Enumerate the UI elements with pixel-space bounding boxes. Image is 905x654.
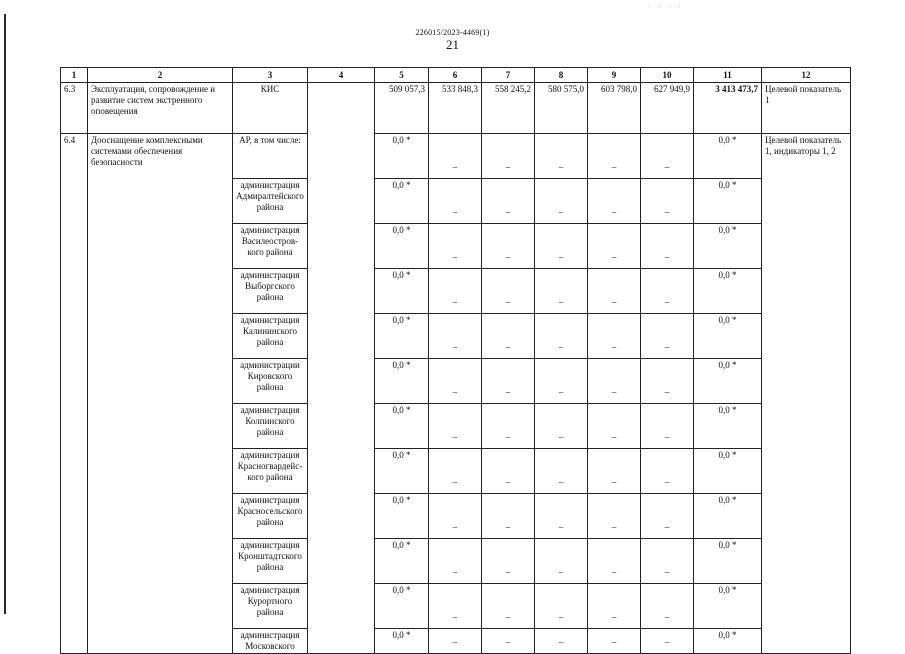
dash-value: – bbox=[482, 224, 535, 269]
budget-table bbox=[60, 67, 851, 654]
dash-value: – bbox=[641, 134, 694, 179]
dash-value: – bbox=[641, 449, 694, 494]
dash-value: – bbox=[535, 134, 588, 179]
executor: администрация Курортного района bbox=[233, 584, 308, 629]
dash-value: – bbox=[588, 584, 641, 629]
value-year-4: 580 575,0 bbox=[535, 83, 588, 134]
dash-value: – bbox=[482, 494, 535, 539]
column-number: 1 bbox=[61, 68, 88, 83]
column-number: 2 bbox=[88, 68, 233, 83]
column-number: 3 bbox=[233, 68, 308, 83]
dash-value: – bbox=[429, 539, 482, 584]
dash-value: – bbox=[588, 314, 641, 359]
dash-value: – bbox=[535, 269, 588, 314]
value-year-1: 0,0 * bbox=[375, 134, 429, 179]
dash-value: – bbox=[429, 494, 482, 539]
dash-value: – bbox=[588, 134, 641, 179]
dash-value: – bbox=[535, 449, 588, 494]
dash-value: – bbox=[535, 584, 588, 629]
value-total: 0,0 * bbox=[694, 359, 762, 404]
value-year-1: 0,0 * bbox=[375, 629, 429, 654]
dash-value: – bbox=[641, 404, 694, 449]
dash-value: – bbox=[482, 629, 535, 654]
dash-value: – bbox=[429, 359, 482, 404]
dash-value: – bbox=[482, 134, 535, 179]
executor: АР, в том числе: bbox=[233, 134, 308, 179]
dash-value: – bbox=[641, 494, 694, 539]
dash-value: – bbox=[429, 179, 482, 224]
dash-value: – bbox=[641, 314, 694, 359]
value-year-3: 558 245,2 bbox=[482, 83, 535, 134]
value-year-6: 627 949,9 bbox=[641, 83, 694, 134]
value-total: 0,0 * bbox=[694, 584, 762, 629]
executor: администрация Красносельского района bbox=[233, 494, 308, 539]
dash-value: – bbox=[535, 404, 588, 449]
value-year-5: 603 798,0 bbox=[588, 83, 641, 134]
executor: администрация Адмиралтейского района bbox=[233, 179, 308, 224]
dash-value: – bbox=[641, 179, 694, 224]
value-total: 0,0 * bbox=[694, 179, 762, 224]
dash-value: – bbox=[429, 269, 482, 314]
dash-value: – bbox=[641, 269, 694, 314]
top-marks: · · · · bbox=[648, 3, 684, 11]
value-total: 0,0 * bbox=[694, 494, 762, 539]
dash-value: – bbox=[482, 404, 535, 449]
target-indicator: Целевой показатель 1, индикаторы 1, 2 bbox=[762, 134, 851, 654]
executor: КИС bbox=[233, 83, 308, 134]
value-year-1: 0,0 * bbox=[375, 179, 429, 224]
activity-name: Дооснащение комплексными системами обеспечения безопасности bbox=[88, 134, 233, 654]
value-total: 0,0 * bbox=[694, 449, 762, 494]
dash-value: – bbox=[429, 404, 482, 449]
dash-value: – bbox=[588, 269, 641, 314]
dash-value: – bbox=[482, 179, 535, 224]
dash-value: – bbox=[482, 359, 535, 404]
dash-value: – bbox=[641, 629, 694, 654]
dash-value: – bbox=[535, 224, 588, 269]
value-year-1: 0,0 * bbox=[375, 314, 429, 359]
document-number: 226015/2023-4469(1) bbox=[415, 28, 490, 37]
value-total: 0,0 * bbox=[694, 134, 762, 179]
value-total: 0,0 * bbox=[694, 314, 762, 359]
dash-value: – bbox=[535, 359, 588, 404]
dash-value: – bbox=[588, 449, 641, 494]
executor: администрации Кировского района bbox=[233, 359, 308, 404]
value-total: 0,0 * bbox=[694, 629, 762, 654]
value-year-1: 0,0 * bbox=[375, 449, 429, 494]
column-number: 11 bbox=[694, 68, 762, 83]
binding-line bbox=[4, 14, 6, 614]
row-number: 6.4 bbox=[61, 134, 88, 654]
dash-value: – bbox=[641, 584, 694, 629]
value-total: 3 413 473,7 bbox=[694, 83, 762, 134]
dash-value: – bbox=[588, 224, 641, 269]
dash-value: – bbox=[535, 314, 588, 359]
dash-value: – bbox=[429, 134, 482, 179]
value-total: 0,0 * bbox=[694, 539, 762, 584]
column-number: 10 bbox=[641, 68, 694, 83]
dash-value: – bbox=[588, 629, 641, 654]
value-year-1: 509 057,3 bbox=[375, 83, 429, 134]
value-year-2: 533 848,3 bbox=[429, 83, 482, 134]
activity-name: Эксплуатация, сопровождение и развитие систем экстренного оповещения bbox=[88, 83, 233, 134]
table-row bbox=[61, 134, 851, 179]
value-total: 0,0 * bbox=[694, 404, 762, 449]
row-number: 6.3 bbox=[61, 83, 88, 134]
value-year-1: 0,0 * bbox=[375, 404, 429, 449]
executor: администрация Калининского района bbox=[233, 314, 308, 359]
column-number: 9 bbox=[588, 68, 641, 83]
dash-value: – bbox=[588, 179, 641, 224]
dash-value: – bbox=[429, 629, 482, 654]
dash-value: – bbox=[482, 539, 535, 584]
column-number: 5 bbox=[375, 68, 429, 83]
column-4-cell bbox=[308, 83, 375, 654]
executor: администрация Кронштадтского района bbox=[233, 539, 308, 584]
value-year-1: 0,0 * bbox=[375, 224, 429, 269]
value-year-1: 0,0 * bbox=[375, 359, 429, 404]
dash-value: – bbox=[588, 494, 641, 539]
dash-value: – bbox=[429, 584, 482, 629]
executor: администрация Колпинского района bbox=[233, 404, 308, 449]
column-number: 7 bbox=[482, 68, 535, 83]
value-year-1: 0,0 * bbox=[375, 539, 429, 584]
dash-value: – bbox=[641, 224, 694, 269]
executor: администрация Московского bbox=[233, 629, 308, 654]
dash-value: – bbox=[429, 449, 482, 494]
dash-value: – bbox=[535, 629, 588, 654]
table-row-6-3 bbox=[61, 83, 851, 134]
executor: администрация Выборгского района bbox=[233, 269, 308, 314]
dash-value: – bbox=[482, 269, 535, 314]
column-number: 12 bbox=[762, 68, 851, 83]
dash-value: – bbox=[482, 584, 535, 629]
page-number: 21 bbox=[446, 37, 459, 52]
value-total: 0,0 * bbox=[694, 224, 762, 269]
dash-value: – bbox=[482, 449, 535, 494]
column-number: 6 bbox=[429, 68, 482, 83]
value-year-1: 0,0 * bbox=[375, 269, 429, 314]
dash-value: – bbox=[588, 539, 641, 584]
target-indicator: Целевой показатель 1 bbox=[762, 83, 851, 134]
column-number-row bbox=[61, 68, 851, 83]
dash-value: – bbox=[535, 179, 588, 224]
dash-value: – bbox=[588, 359, 641, 404]
dash-value: – bbox=[482, 314, 535, 359]
dash-value: – bbox=[535, 539, 588, 584]
executor: администрация Василеостров-кого района bbox=[233, 224, 308, 269]
dash-value: – bbox=[641, 359, 694, 404]
dash-value: – bbox=[429, 224, 482, 269]
value-year-1: 0,0 * bbox=[375, 584, 429, 629]
value-year-1: 0,0 * bbox=[375, 494, 429, 539]
dash-value: – bbox=[535, 494, 588, 539]
executor: администрация Красногвардейс-кого района bbox=[233, 449, 308, 494]
dash-value: – bbox=[588, 404, 641, 449]
dash-value: – bbox=[641, 539, 694, 584]
dash-value: – bbox=[429, 314, 482, 359]
column-number: 8 bbox=[535, 68, 588, 83]
value-total: 0,0 * bbox=[694, 269, 762, 314]
column-number: 4 bbox=[308, 68, 375, 83]
